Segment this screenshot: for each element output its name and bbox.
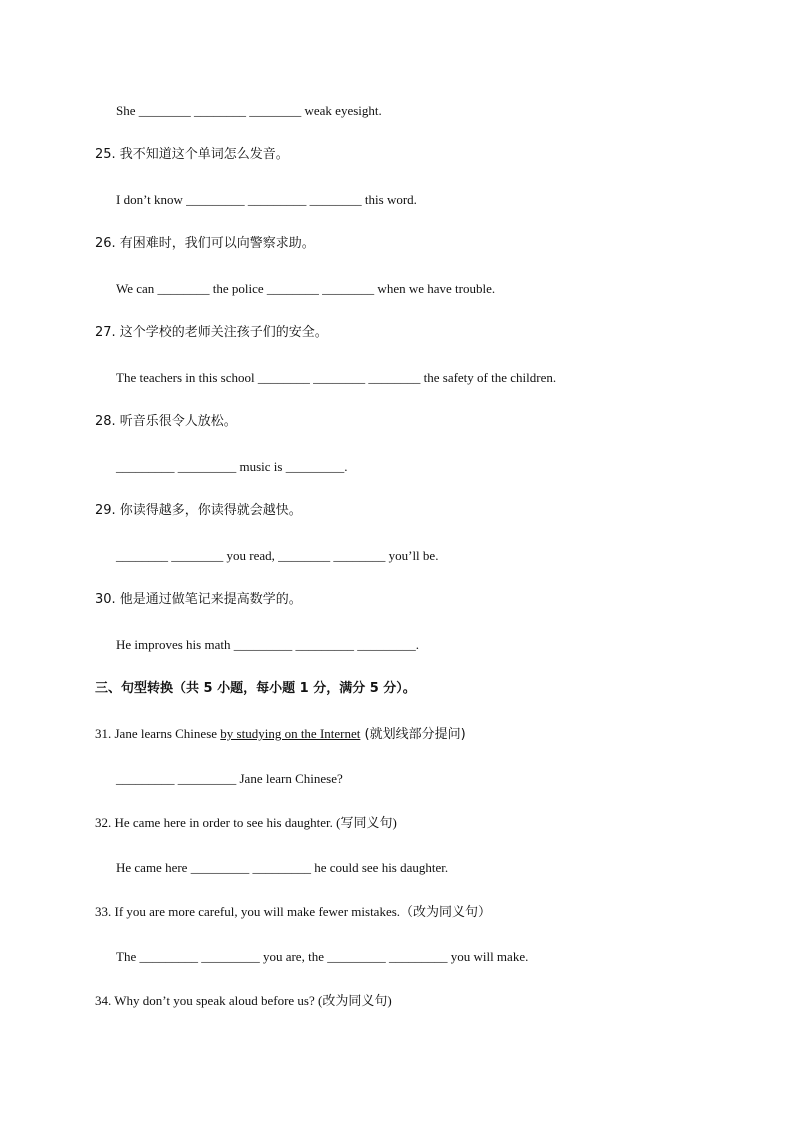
answer-line-28: _________ _________ music is _________. [116, 459, 348, 474]
answer-line-29: ________ ________ you read, ________ ________ you’ll be. [116, 548, 439, 563]
question-32: 32. He came here in order to see his daughter. (写同义句) [95, 815, 397, 830]
answer-line-33: The _________ _________ you are, the _________ _________ you will make. [116, 949, 529, 964]
answer-line-31: _________ _________ Jane learn Chinese? [116, 771, 343, 786]
question-27: 27. 这个学校的老师关注孩子们的安全。 [95, 325, 328, 340]
answer-line-25: I don’t know _________ _________ ________ this word. [116, 192, 417, 207]
section-heading: 三、句型转换（共 5 小题，每小题 1 分，满分 5 分）。 [95, 681, 416, 696]
answer-line-26: We can ________ the police ________ ________ when we have trouble. [116, 281, 496, 296]
question-25: 25. 我不知道这个单词怎么发音。 [95, 147, 289, 162]
answer-line-24: She ________ ________ ________ weak eyesight. [116, 103, 382, 118]
answer-line-30: He improves his math _________ _________ _________. [116, 637, 419, 652]
question-30: 30. 他是通过做笔记来提高数学的。 [95, 592, 302, 607]
answer-line-32: He came here _________ _________ he could see his daughter. [116, 860, 449, 875]
question-31 [95, 726, 466, 743]
question-33: 33. If you are more careful, you will make fewer mistakes.（改为同义句） [95, 904, 492, 919]
question-26: 26. 有困难时，我们可以向警察求助。 [95, 236, 315, 251]
question-34: 34. Why don’t you speak aloud before us? (改为同义句) [95, 993, 392, 1008]
question-29: 29. 你读得越多，你读得就会越快。 [95, 503, 302, 518]
question-28: 28. 听音乐很令人放松。 [95, 414, 237, 429]
question-31-suffix: (就划线部分提问) [360, 727, 466, 742]
answer-line-27: The teachers in this school ________ ________ ________ the safety of the children. [116, 370, 557, 385]
question-31-underlined: by studying on the Internet [220, 726, 361, 741]
question-31-prefix: 31. Jane learns Chinese [95, 726, 221, 741]
